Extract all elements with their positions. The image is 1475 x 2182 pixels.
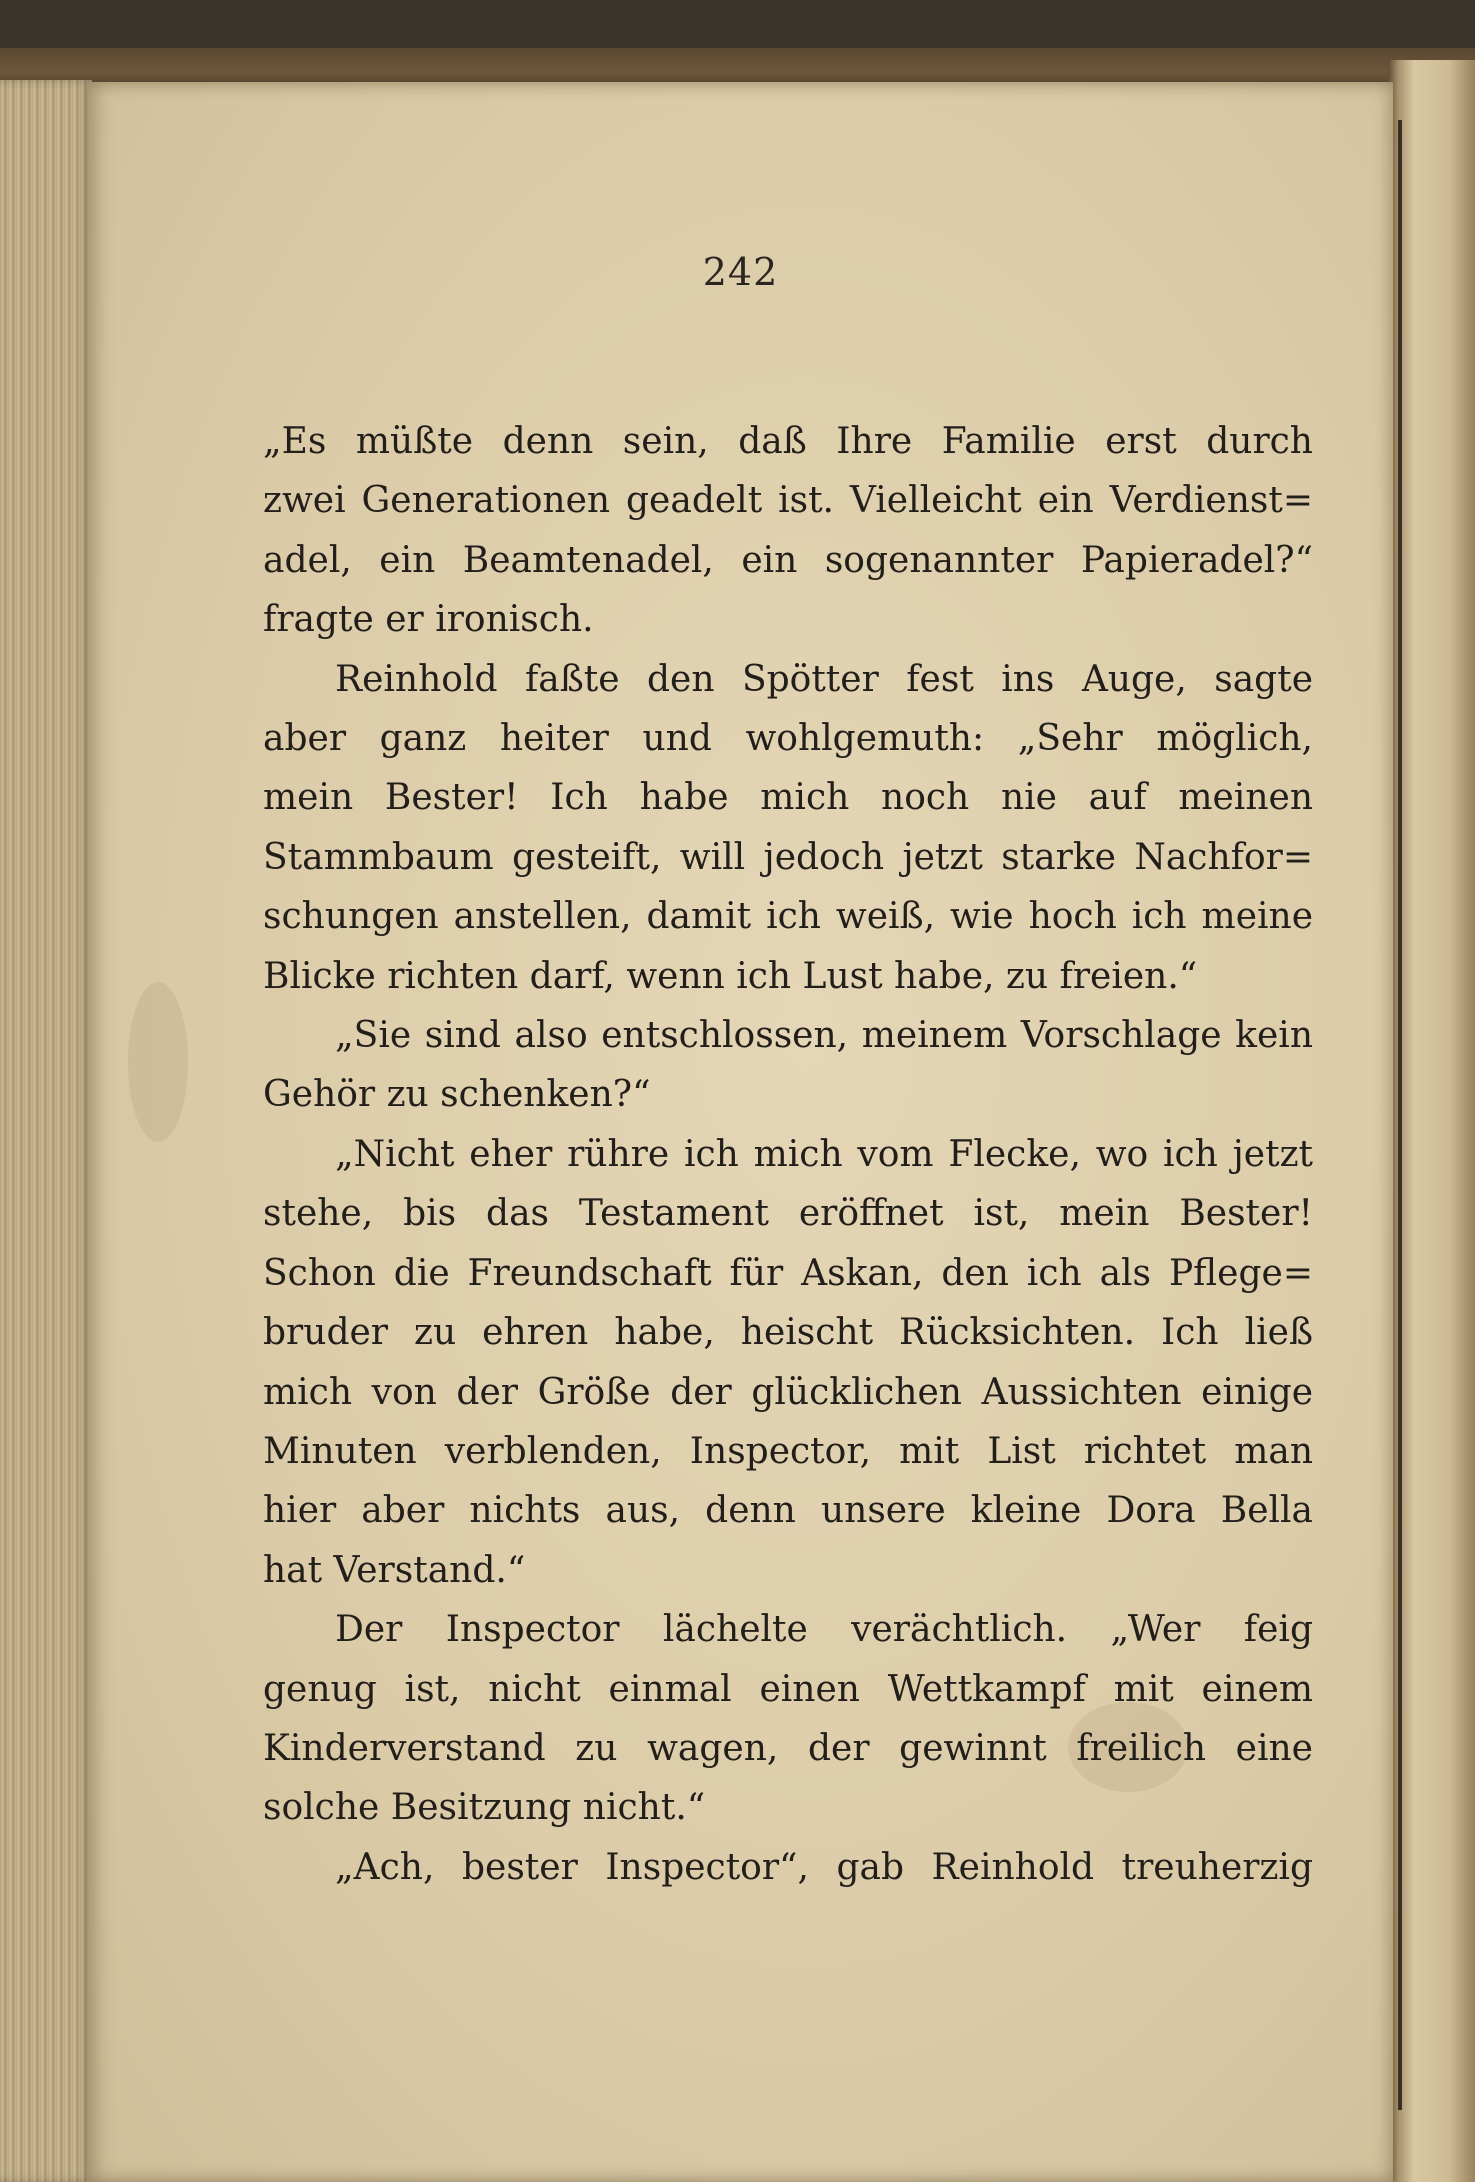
text-line: Reinhold faßte den Spötter fest ins Auge, sagte <box>335 658 1313 700</box>
text-line: hat Verstand.“ <box>263 1549 526 1591</box>
text-line: fragte er ironisch. <box>263 599 594 641</box>
text-line: mich von der Größe der glücklichen Aussichten einige <box>263 1371 1313 1413</box>
text-line: Minuten verblenden, Inspector, mit List richtet man <box>263 1430 1313 1472</box>
text-line: „Es müßte denn sein, daß Ihre Familie erst durch <box>263 421 1313 462</box>
text-line: „Nicht eher rühre ich mich vom Flecke, wo ich jetzt <box>335 1133 1313 1175</box>
text-line: Stammbaum gesteift, will jedoch jetzt starke Nachfor= <box>263 836 1313 878</box>
text-line: Der Inspector lächelte verächtlich. „Wer feig <box>335 1609 1313 1651</box>
text-line: Gehör zu schenken?“ <box>263 1074 651 1116</box>
stacked-page-edges <box>0 80 92 2182</box>
book-page <box>88 82 1393 2182</box>
text-line: hier aber nichts aus, denn unsere kleine Dora Bella <box>263 1490 1313 1532</box>
text-line: zwei Generationen geadelt ist. Vielleicht ein Verdienst= <box>263 480 1313 522</box>
text-line: stehe, bis das Testament eröffnet ist, mein Bester! <box>263 1193 1313 1235</box>
paper-stain <box>128 982 188 1142</box>
text-line: „Sie sind also entschlossen, meinem Vorschlage kein <box>335 1015 1313 1057</box>
text-line: Blicke richten darf, wenn ich Lust habe, zu freien.“ <box>263 955 1198 997</box>
text-line: schungen anstellen, damit ich weiß, wie hoch ich meine <box>263 896 1313 938</box>
text-line: solche Besitzung nicht.“ <box>263 1787 706 1829</box>
body-text <box>263 412 1313 1897</box>
text-line: Kinderverstand zu wagen, der gewinnt freilich eine <box>263 1727 1313 1769</box>
book-binding <box>1388 60 1475 2182</box>
text-line: Schon die Freundschaft für Askan, den ich als Pflege= <box>263 1252 1313 1294</box>
text-line: adel, ein Beamtenadel, ein sogenannter Papieradel?“ <box>263 539 1313 581</box>
text-line: mein Bester! Ich habe mich noch nie auf meinen <box>263 777 1313 819</box>
text-line: genug ist, nicht einmal einen Wettkampf mit einem <box>263 1668 1313 1710</box>
page-number: 242 <box>702 250 779 294</box>
text-line: „Ach, bester Inspector“, gab Reinhold treuherzig <box>335 1846 1313 1888</box>
text-line: bruder zu ehren habe, heischt Rücksichten. Ich ließ <box>263 1312 1313 1354</box>
text-line: aber ganz heiter und wohlgemuth: „Sehr möglich, <box>263 718 1313 760</box>
